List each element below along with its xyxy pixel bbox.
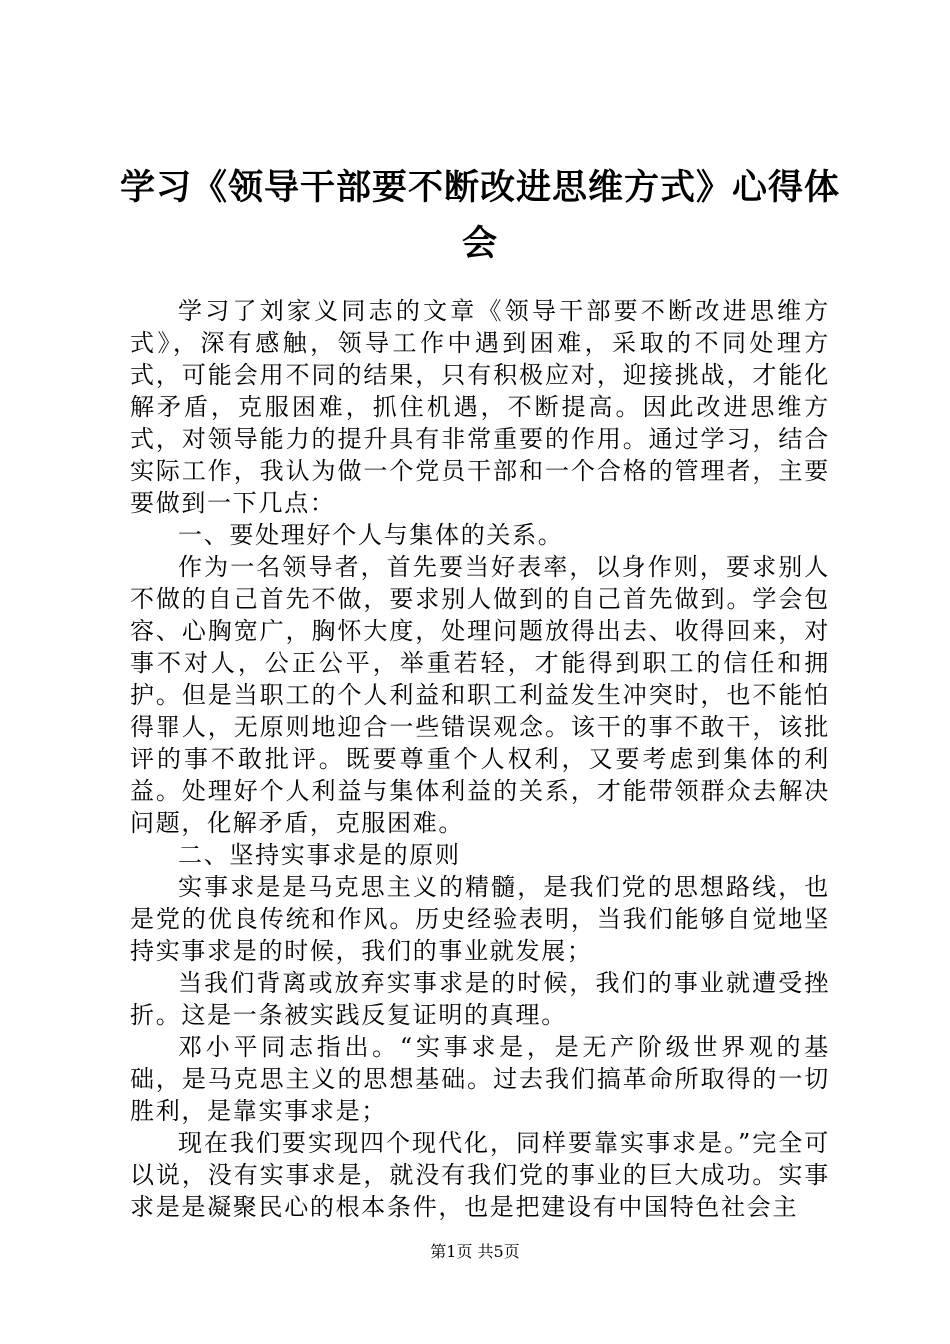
body-paragraph: 实事求是是马克思主义的精髓，是我们党的思想路线，也是党的优良传统和作风。历史经验表明，当我们能够自觉地坚持实事求是的时候，我们的事业就发展；	[130, 873, 830, 965]
body-paragraph: 现在我们要实现四个现代化，同样要靠实事求是。”完全可以说，没有实事求是，就没有我们党的事业的巨大成功。实事求是是凝聚民心的根本条件，也是把建设有中国特色社会主	[130, 1129, 830, 1221]
body-paragraph: 学习了刘家义同志的文章《领导干部要不断改进思维方式》，深有感触，领导工作中遇到困难，采取的不同处理方式，可能会用不同的结果，只有积极应对，迎接挑战，才能化解矛盾，克服困难，抓住机遇，不断提高。因此改进思维方式，对领导能力的提升具有非常重要的作用。通过学习，结合实际工作，我认为做一个党员干部和一个合格的管理者，主要要做到一下几点：	[130, 297, 830, 517]
document-title: 学习《领导干部要不断改进思维方式》心得体会	[120, 168, 841, 264]
section-heading: 二、坚持实事求是的原则	[178, 841, 461, 869]
body-paragraph: 邓小平同志指出。“实事求是，是无产阶级世界观的基础，是马克思主义的思想基础。过去我们搞革命所取得的一切胜利，是靠实事求是；	[130, 1033, 830, 1125]
document-body	[130, 295, 830, 1223]
page-footer: 第1页 共5页	[430, 1242, 520, 1261]
body-paragraph: 当我们背离或放弃实事求是的时候，我们的事业就遭受挫折。这是一条被实践反复证明的真理。	[130, 969, 830, 1029]
section-heading: 一、要处理好个人与集体的关系。	[178, 521, 564, 549]
body-paragraph: 作为一名领导者，首先要当好表率，以身作则，要求别人不做的自己首先不做，要求别人做到的自己首先做到。学会包容、心胸宽广，胸怀大度，处理问题放得出去、收得回来，对事不对人，公正公平，举重若轻，才能得到职工的信任和拥护。但是当职工的个人利益和职工利益发生冲突时，也不能怕得罪人，无原则地迎合一些错误观念。该干的事不敢干，该批评的事不敢批评。既要尊重个人权利，又要考虑到集体的利益。处理好个人利益与集体利益的关系，才能带领群众去解决问题，化解矛盾，克服困难。	[130, 553, 830, 837]
